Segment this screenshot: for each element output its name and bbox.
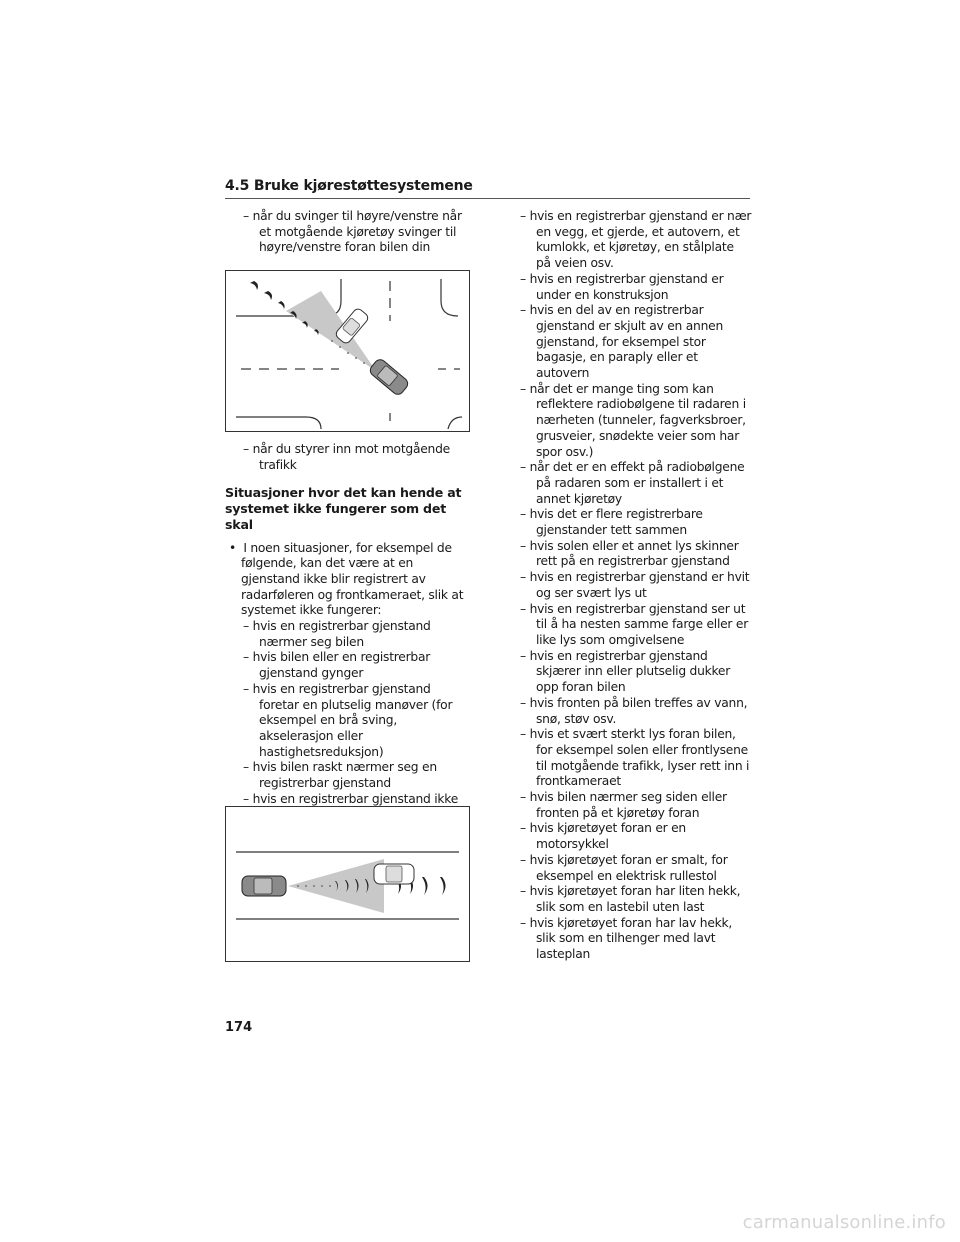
vehicle-ahead: [374, 864, 414, 884]
list-item: – hvis en del av en registrerbar gjenstand er skjult av en annen gjenstand, for eksempel stor bagasje, en paraply eller et autovern: [520, 303, 752, 382]
list-item: – hvis fronten på bilen treffes av vann, snø, støv osv.: [520, 696, 752, 727]
own-car: [242, 876, 286, 896]
list-item: – hvis kjøretøyet foran har liten hekk, slik som en lastebil uten last: [520, 884, 752, 915]
list-item: – hvis en registrerbar gjenstand er hvit og ser svært lys ut: [520, 570, 752, 601]
list-item: – hvis bilen raskt nærmer seg en registrerbar gjenstand: [243, 760, 470, 791]
list-item: – når du svinger til høyre/venstre når et motgående kjøretøy svinger til høyre/venstre foran bilen din: [243, 209, 470, 256]
list-item: – hvis en registrerbar gjenstand er nær en vegg, et gjerde, et autovern, et kumlokk, et kjøretøy, en stålplate på veien osv.: [520, 209, 752, 272]
list-item: – hvis en registrerbar gjenstand er under en konstruksjon: [520, 272, 752, 303]
list-item: – hvis en registrerbar gjenstand skjærer inn eller plutselig dukker opp foran bilen: [520, 649, 752, 696]
intersection-diagram: [226, 271, 469, 431]
list-item: – hvis kjøretøyet foran er smalt, for eksempel en elektrisk rullestol: [520, 853, 752, 884]
list-item: – hvis en registrerbar gjenstand foretar en plutselig manøver (for eksempel en brå sving, akselerasjon eller hastighetsreduksjon): [243, 682, 470, 761]
radar-cone: [286, 291, 376, 371]
sub-list: [243, 619, 470, 823]
intro-list: [243, 209, 470, 256]
list-item: – hvis kjøretøyet foran har lav hekk, slik som en tilhenger med lavt lasteplan: [520, 916, 752, 963]
radar-cone: [288, 859, 384, 913]
list-item: – hvis et svært sterkt lys foran bilen, for eksempel solen eller frontlysene til motgående trafikk, lyser rett inn i frontkameraet: [520, 727, 752, 790]
left-column-lower: [225, 442, 470, 823]
list-item: – hvis en registrerbar gjenstand nærmer seg bilen: [243, 619, 470, 650]
page-number: 174: [225, 1020, 253, 1035]
vehicle-ahead-figure: [225, 806, 470, 962]
bullet-item: • I noen situasjoner, for eksempel de følgende, kan det være at en gjenstand ikke blir registrert av radarføleren og frontkameraet, slik at systemet ikke fungerer:: [225, 541, 470, 620]
road-diagram: [226, 807, 469, 961]
section-heading: Situasjoner hvor det kan hende at systemet ikke fungerer som det skal: [225, 485, 462, 532]
section-header: 4.5 Bruke kjørestøttesystemene: [225, 178, 750, 199]
own-car: [368, 357, 410, 397]
list-item: – hvis bilen nærmer seg siden eller fronten på et kjøretøy foran: [520, 790, 752, 821]
list-item: – hvis bilen eller en registrerbar gjenstand gynger: [243, 650, 470, 681]
list-item: – når det er en effekt på radiobølgene på radaren som er installert i et annet kjøretøy: [520, 460, 752, 507]
right-column: [520, 209, 752, 963]
list-item: – hvis en registrerbar gjenstand ser ut til å ha nesten samme farge eller er like lys som omgivelsene: [520, 602, 752, 649]
list-item: – når det er mange ting som kan reflektere radiobølgene til radaren i nærheten (tunneler, fagverksbroer, grusveier, snødekte veier som har spor osv.): [520, 382, 752, 461]
left-column: [225, 209, 470, 256]
list-item: – hvis kjøretøyet foran er en motorsykkel: [520, 821, 752, 852]
list-item: – hvis solen eller et annet lys skinner rett på en registrerbar gjenstand: [520, 539, 752, 570]
list-item: – hvis det er flere registrerbare gjenstander tett sammen: [520, 507, 752, 538]
list-item: – hvis en registrerbar gjenstand ikke: [243, 792, 470, 823]
turning-intersection-figure: [225, 270, 470, 432]
watermark: carmanualsonline.info: [742, 1212, 946, 1233]
after-figure-list: [243, 442, 470, 473]
list-item: – når du styrer inn mot motgående trafikk: [243, 442, 470, 473]
